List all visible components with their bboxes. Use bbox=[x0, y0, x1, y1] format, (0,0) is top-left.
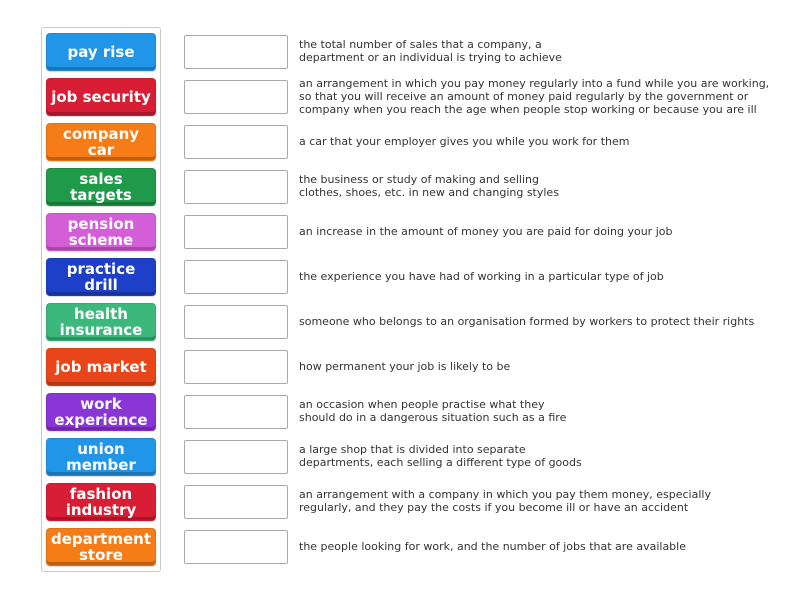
definition-4: the business or study of making and selling clothes, shoes, etc. in new and changing styles bbox=[299, 173, 559, 199]
definition-6: the experience you have had of working in a particular type of job bbox=[299, 269, 664, 283]
tile-practice-drill[interactable]: practice drill bbox=[46, 258, 156, 296]
answer-slot-1[interactable] bbox=[184, 35, 288, 69]
tile-job-security[interactable]: job security bbox=[46, 78, 156, 116]
definition-9: an occasion when people practise what they should do in a dangerous situation such as a fire bbox=[299, 398, 567, 424]
answer-slot-11[interactable] bbox=[184, 485, 288, 519]
definition-11: an arrangement with a company in which you pay them money, especially regularly, and they pay the costs if you become ill or have an accident bbox=[299, 488, 711, 514]
definition-7: someone who belongs to an organisation formed by workers to protect their rights bbox=[299, 314, 755, 328]
answer-slot-7[interactable] bbox=[184, 305, 288, 339]
tile-department-store[interactable]: department store bbox=[46, 528, 156, 566]
definition-3: a car that your employer gives you while you work for them bbox=[299, 134, 630, 148]
tile-union-member[interactable]: union member bbox=[46, 438, 156, 476]
answer-slot-9[interactable] bbox=[184, 395, 288, 429]
definition-12: the people looking for work, and the number of jobs that are available bbox=[299, 539, 686, 553]
definition-5: an increase in the amount of money you are paid for doing your job bbox=[299, 224, 673, 238]
tile-health-insurance[interactable]: health insurance bbox=[46, 303, 156, 341]
definition-1: the total number of sales that a company, a department or an individual is trying to achieve bbox=[299, 38, 562, 64]
tile-job-market[interactable]: job market bbox=[46, 348, 156, 386]
tile-work-experience[interactable]: work experience bbox=[46, 393, 156, 431]
answer-slot-6[interactable] bbox=[184, 260, 288, 294]
answer-slot-12[interactable] bbox=[184, 530, 288, 564]
answer-slot-2[interactable] bbox=[184, 80, 288, 114]
tile-company-car[interactable]: company car bbox=[46, 123, 156, 161]
tile-pay-rise[interactable]: pay rise bbox=[46, 33, 156, 71]
tile-sales-targets[interactable]: sales targets bbox=[46, 168, 156, 206]
tile-panel bbox=[41, 27, 161, 572]
tile-pension-scheme[interactable]: pension scheme bbox=[46, 213, 156, 251]
definition-10: a large shop that is divided into separate departments, each selling a different type of goods bbox=[299, 443, 582, 469]
answer-slot-3[interactable] bbox=[184, 125, 288, 159]
definition-2: an arrangement in which you pay money regularly into a fund while you are working, so that you will receive an amount of money paid regularly by the government or company when you reach the age when people stop working or because you are ill bbox=[299, 76, 770, 116]
tile-fashion-industry[interactable]: fashion industry bbox=[46, 483, 156, 521]
definition-8: how permanent your job is likely to be bbox=[299, 359, 511, 373]
answer-slot-4[interactable] bbox=[184, 170, 288, 204]
answer-slot-8[interactable] bbox=[184, 350, 288, 384]
answer-slot-5[interactable] bbox=[184, 215, 288, 249]
answer-slot-10[interactable] bbox=[184, 440, 288, 474]
